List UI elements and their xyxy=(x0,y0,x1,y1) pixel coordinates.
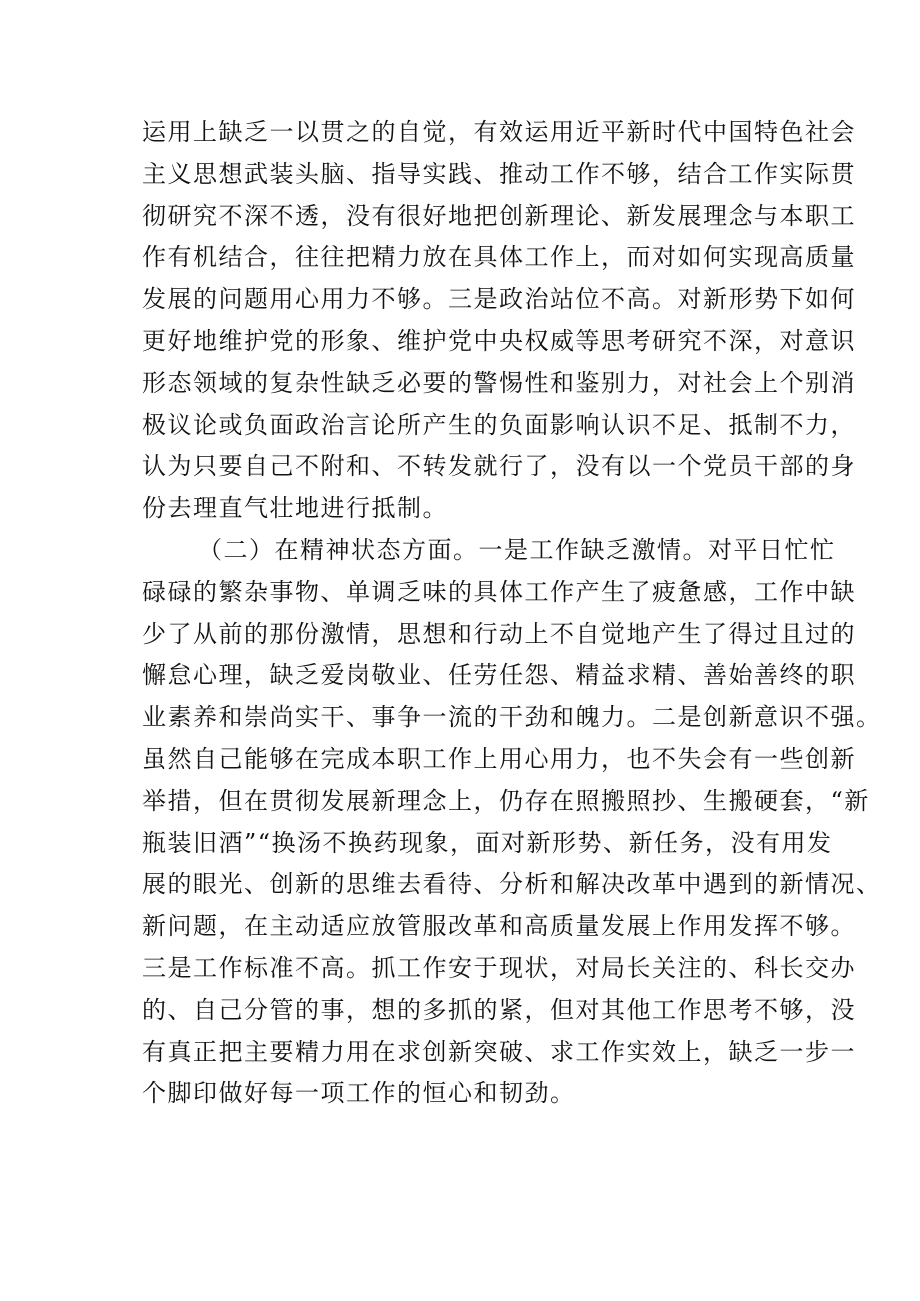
text-line: 更好地维护党的形象、维护党中央权威等思考研究不深，对意识 xyxy=(142,326,856,355)
text-line: 份去理直气壮地进行抵制。 xyxy=(142,494,448,523)
text-line: 彻研究不深不透，没有很好地把创新理论、新发展理念与本职工 xyxy=(142,201,856,230)
text-line: 举措，但在贯彻发展新理念上，仍存在照搬照抄、生搬硬套，“新 xyxy=(142,786,870,815)
text-line: 作有机结合，往往把精力放在具体工作上，而对如何实现高质量 xyxy=(142,243,856,272)
text-line: 瓶装旧酒”“换汤不换药现象，面对新形势、新任务，没有用发 xyxy=(142,828,833,857)
text-line: 懈怠心理，缺乏爱岗敬业、任劳任怨、精益求精、善始善终的职 xyxy=(142,661,856,690)
text-line: 发展的问题用心用力不够。三是政治站位不高。对新形势下如何 xyxy=(142,285,856,314)
document-body xyxy=(142,112,882,1115)
text-line: 展的眼光、创新的思维去看待、分析和解决改革中遇到的新情况、 xyxy=(142,870,882,899)
text-line: 的、自己分管的事，想的多抓的紧，但对其他工作思考不够，没 xyxy=(142,995,856,1024)
text-line: 三是工作标准不高。抓工作安于现状，对局长关注的、科长交办 xyxy=(142,953,856,982)
text-line: 有真正把主要精力用在求创新突破、求工作实效上，缺乏一步一 xyxy=(142,1037,856,1066)
section-heading-line: （二）在精神状态方面。一是工作缺乏激情。对平日忙忙 xyxy=(198,535,836,564)
text-line: 碌碌的繁杂事物、单调乏味的具体工作产生了疲惫感，工作中缺 xyxy=(142,577,856,606)
text-line: 运用上缺乏一以贯之的自觉，有效运用近平新时代中国特色社会 xyxy=(142,118,856,146)
text-line: 个脚印做好每一项工作的恒心和韧劲。 xyxy=(142,1079,576,1108)
text-line: 主义思想武装头脑、指导实践、推动工作不够，结合工作实际贯 xyxy=(142,159,856,188)
text-line: 认为只要自己不附和、不转发就行了，没有以一个党员干部的身 xyxy=(142,452,856,481)
text-line: 业素养和崇尚实干、事争一流的干劲和魄力。二是创新意识不强。 xyxy=(142,703,882,732)
text-line: 少了从前的那份激情，思想和行动上不自觉地产生了得过且过的 xyxy=(142,619,856,648)
text-line: 极议论或负面政治言论所产生的负面影响认识不足、抵制不力， xyxy=(142,410,856,439)
text-line: 虽然自己能够在完成本职工作上用心用力，也不失会有一些创新 xyxy=(142,744,856,773)
text-line: 新问题，在主动适应放管服改革和高质量发展上作用发挥不够。 xyxy=(142,912,856,941)
text-line: 形态领域的复杂性缺乏必要的警惕性和鉴别力，对社会上个别消 xyxy=(142,368,856,397)
